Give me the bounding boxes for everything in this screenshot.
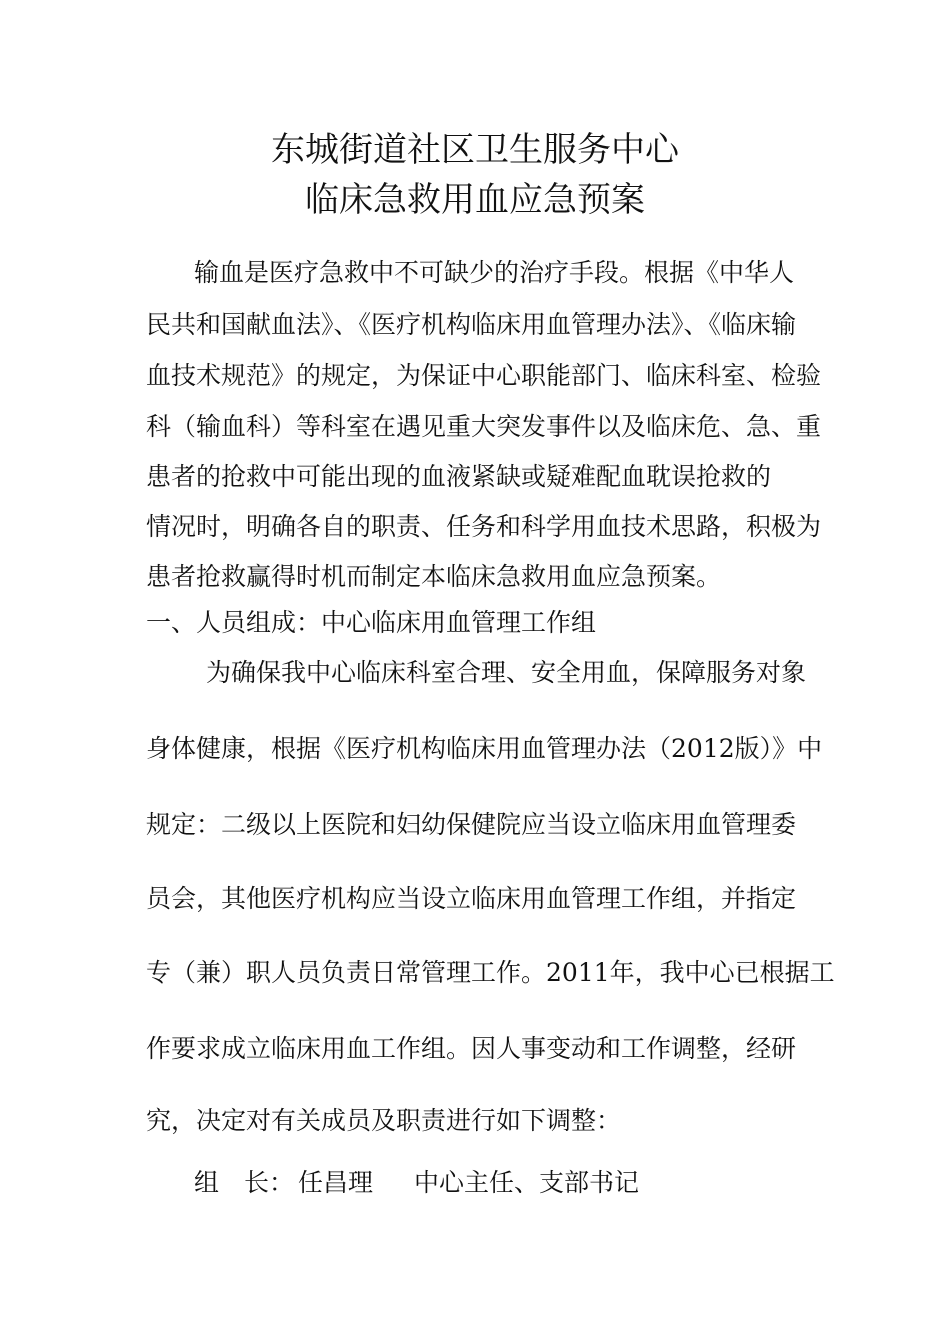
group-leader-role: 中心主任、支部书记: [414, 1168, 640, 1197]
section-1-line-5: 专（兼）职人员负责日常管理工作。2011年，我中心已根据工: [146, 958, 835, 987]
section-1-line-1: 为确保我中心临床科室合理、安全用血，保障服务对象: [206, 658, 807, 687]
section-1-line-7: 究，决定对有关成员及职责进行如下调整：: [146, 1106, 622, 1135]
document-title-line-2: 临床急救用血应急预案: [305, 180, 645, 220]
intro-line-7: 患者抢救赢得时机而制定本临床急救用血应急预案。: [146, 562, 722, 591]
intro-line-5: 患者的抢救中可能出现的血液紧缺或疑难配血耽误抢救的: [146, 462, 772, 491]
section-1-heading: 一、人员组成：中心临床用血管理工作组: [146, 608, 597, 637]
section-1-line-2: 身体健康，根据《医疗机构临床用血管理办法（2012版）》中: [146, 734, 823, 763]
document-title-line-1: 东城街道社区卫生服务中心: [271, 130, 679, 170]
intro-line-4: 科（输血科）等科室在遇见重大突发事件以及临床危、急、重: [146, 412, 822, 441]
group-leader-name: 任昌理: [298, 1168, 374, 1197]
intro-line-6: 情况时，明确各自的职责、任务和科学用血技术思路，积极为: [146, 512, 822, 541]
intro-line-1: 输血是医疗急救中不可缺少的治疗手段。根据《中华人: [194, 258, 795, 287]
section-1-line-3: 规定：二级以上医院和妇幼保健院应当设立临床用血管理委: [146, 810, 797, 839]
section-1-line-6: 作要求成立临床用血工作组。因人事变动和工作调整，经研: [146, 1034, 797, 1063]
intro-line-3: 血技术规范》的规定，为保证中心职能部门、临床科室、检验: [146, 361, 822, 390]
section-1-line-4: 员会，其他医疗机构应当设立临床用血管理工作组，并指定: [146, 884, 797, 913]
group-leader-label: 组 长：: [194, 1168, 295, 1197]
intro-line-2: 民共和国献血法》、《医疗机构临床用血管理办法》、《临床输: [146, 310, 797, 339]
